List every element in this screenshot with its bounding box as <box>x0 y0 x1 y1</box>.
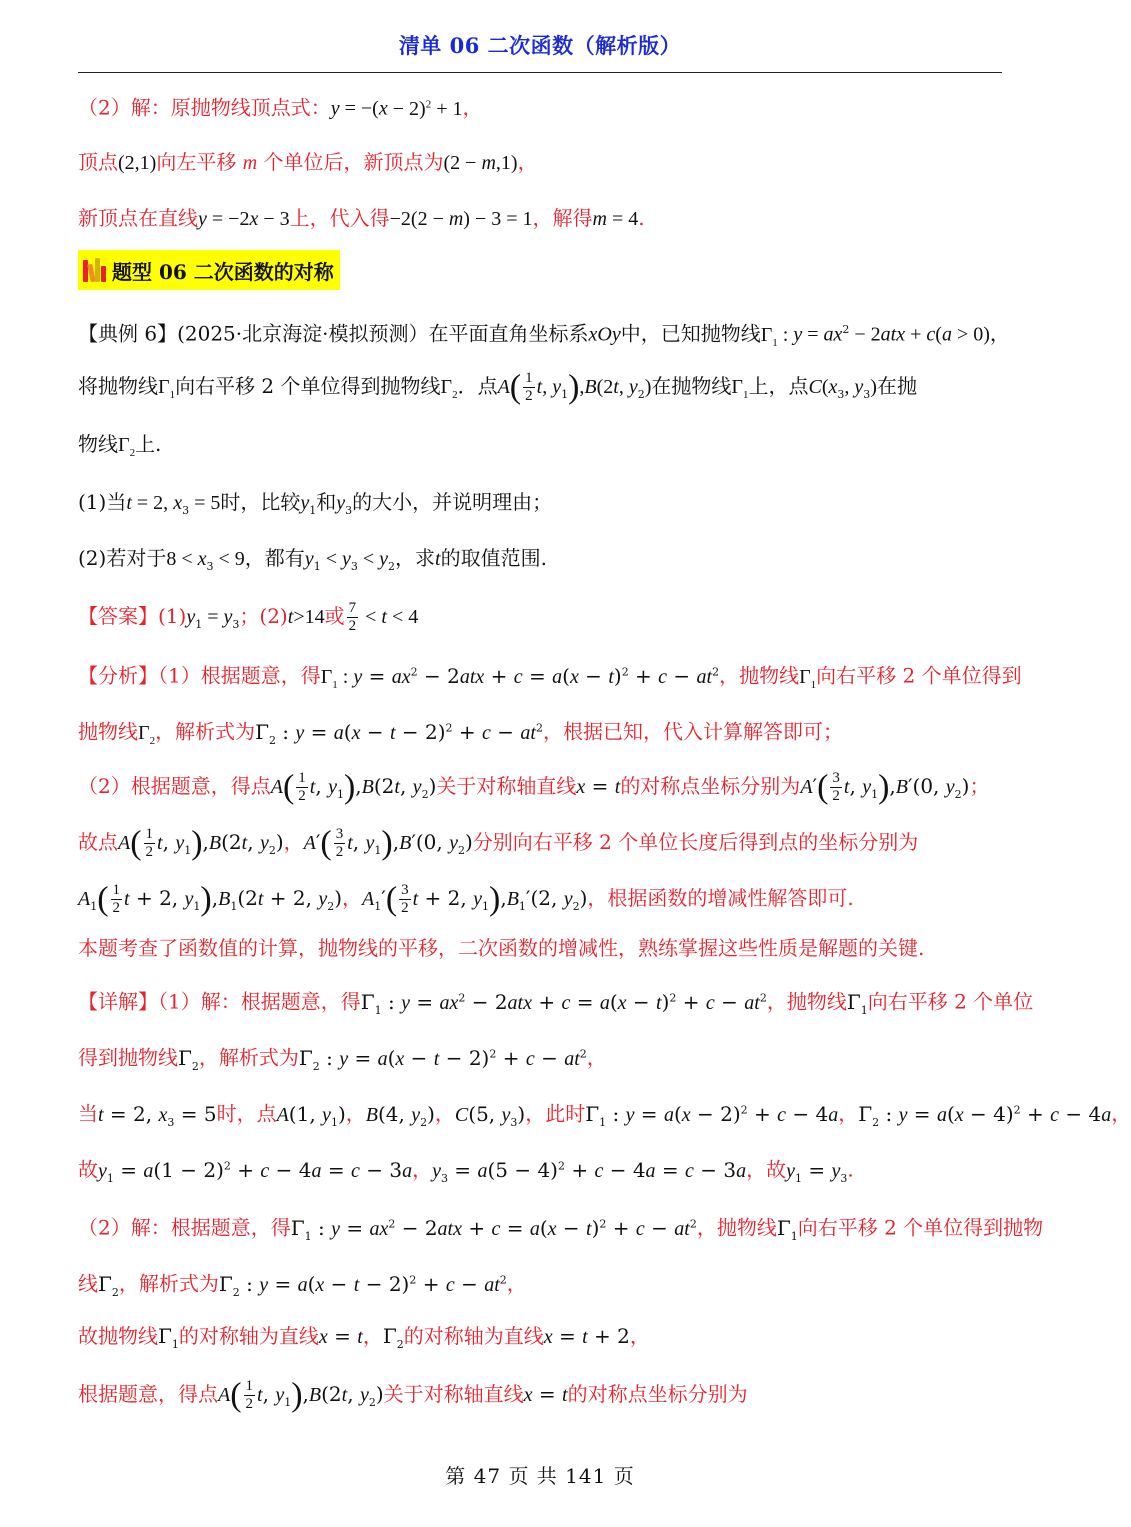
question-1: (1)当t = 2, $x_3 = 5$时，比较$y_1$和$y_3$的大小，并说明理由； <box>78 490 553 517</box>
text-span: 向右平移 2 个单位得到抛物线 <box>175 374 441 398</box>
text-span: 的取值范围. <box>440 546 547 570</box>
text-span: ，求 <box>395 546 436 570</box>
text-span: 向右平移 2 个单位得到 <box>816 663 1022 688</box>
text-span: 【典例 6】(2025·北京海淀·模拟预测）在平面直角坐标系 <box>78 321 589 346</box>
text-span: 在抛 <box>876 374 917 398</box>
analysis-line3: （2）根据题意，得点A( $\frac{1}{2}$ t, $y_1),B(2t$, $y_2$)关于对称轴直线x = t的对称点坐标分别为A′( $\frac{3}{2}$ t, $y_1),B'(0$, $y_2$)； <box>78 768 990 806</box>
text-span: 将抛物线 <box>78 374 158 398</box>
analysis-summary: 本题考查了函数值的计算，抛物线的平移，二次函数的增减性，熟练掌握这些性质是解题的关键. <box>78 936 925 960</box>
text-span: ，抛物线 <box>766 989 847 1014</box>
text-span: 时，比较 <box>220 490 301 514</box>
text-span: 和 <box>316 490 337 514</box>
text-span: 关于对称轴直线 <box>436 774 577 798</box>
text-span: ，都有 <box>244 546 305 570</box>
analysis-line2: 抛物线$\Gamma_2$，解析式为$\Gamma_2$ : $y = a(x - t - 2)^2 + c - at^2$，根据已知，代入计算解答即可； <box>78 719 843 747</box>
analysis-line1: 【分析】（1）根据题意，得$\Gamma_1$ : $y = ax^2 - 2atx + c = a(x - t)^2 + c - at^2$，抛物线$\Gamma_1$向右平移 2 个单位得到 <box>78 663 1022 691</box>
text-span: ，抛物线 <box>696 1215 777 1240</box>
text-span: 故点 <box>78 830 118 854</box>
text-span: ．点 <box>457 374 498 398</box>
text-span: 【答案】 <box>78 604 158 628</box>
text-span: 线 <box>78 1271 98 1296</box>
text-span: 时，点 <box>216 1101 277 1126</box>
text-span: 顶点 <box>78 150 118 174</box>
section-title-text: 题型 06 二次函数的对称 <box>112 259 334 284</box>
text-span: 向左平移 <box>156 150 237 174</box>
text-span: 物线 <box>78 432 118 456</box>
analysis-line5: $A_1$( $\frac{1}{2}$ t + 2, $y_1),B_1(2t + 2$, $y_2$)，$A_1'$( $\frac{3}{2}$ t + 2, $y_1),B_1'(2$, $y_2$)，根据函数的增减性解答即可. <box>78 880 854 918</box>
text-span: 在抛物线 <box>651 374 732 398</box>
text-span: （2）根据题意，得点 <box>78 774 271 798</box>
text-span: 关于对称轴直线 <box>383 1382 524 1406</box>
detail-line1: 【详解】（1）解：根据题意，得$\Gamma_1$ : $y = ax^2 - 2atx + c = a(x - t)^2 + c - at^2$，抛物线$\Gamma_1$向右平移 2 个单位 <box>78 989 1034 1017</box>
detail-line3: 当t = 2, $x_3 = 5$时，点A(1, $y_1$)，B(4, $y_2$)，C(5, $y_3$)，此时$\Gamma_1$ : $y = a(x - 2)^2 + c - 4a$，$\Gamma_2$ : $y = a(x - 4)^2 + c - 4a$， <box>78 1101 1131 1129</box>
books-icon <box>82 256 108 284</box>
text-span: 根据题意，得点 <box>78 1382 218 1406</box>
solution-part2-line2: 顶点(2,1)向左平移 m 个单位后，新顶点为(2 − m,1)， <box>78 150 538 174</box>
text-span: 上，代入得 <box>289 206 390 230</box>
page-header-title: 清单 06 二次函数（解析版） <box>398 33 682 58</box>
text-span: 个单位后，新顶点为 <box>263 150 444 174</box>
text-span: 故 <box>78 1157 98 1182</box>
text-span: ，根据已知，代入计算解答即可； <box>542 719 843 744</box>
example-line1: 【典例 6】(2025·北京海淀·模拟预测）在平面直角坐标系xOy中，已知抛物线$\Gamma_1$ : $y = ax^2 - 2atx + c(a > 0)$， <box>78 321 1010 349</box>
text-span: 的大小，并说明理由； <box>352 490 553 514</box>
example-line3: 物线$\Gamma_2$上. <box>78 432 162 459</box>
text-span: (1) <box>158 604 187 628</box>
text-span: 故抛物线 <box>78 1324 158 1348</box>
text-span: 当 <box>78 1101 98 1126</box>
text-span: 【分析】（1）根据题意，得 <box>78 663 321 688</box>
text-span: 中，已知抛物线 <box>620 321 761 346</box>
text-span: （2）解：原抛物线顶点式： <box>78 95 331 120</box>
text-span: (1)当 <box>78 490 127 514</box>
section-title-banner <box>78 250 340 290</box>
text-span: 的对称轴为直线 <box>403 1324 544 1348</box>
question-2: (2)若对于$8 < x_3 < 9$，都有$y_1 < y_3 < y_2$，求t的取值范围. <box>78 546 547 573</box>
text-span: ；(2) <box>239 604 288 628</box>
text-span: 抛物线 <box>78 719 138 744</box>
text-span: ，故 <box>746 1157 787 1182</box>
detail-line8: 根据题意，得点A( $\frac{1}{2}$ t, $y_1),B(2t$, $y_2$)关于对称轴直线x = t的对称点坐标分别为 <box>78 1376 748 1414</box>
text-span: 向右平移 2 个单位得到抛物 <box>797 1215 1044 1240</box>
text-span: 分别向右平移 2 个单位长度后得到点的坐标分别为 <box>472 830 919 854</box>
header-divider <box>78 72 1002 73</box>
detail-line2: 得到抛物线$\Gamma_2$，解析式为$\Gamma_2$ : $y = a(x - t - 2)^2 + c - at^2$， <box>78 1045 607 1073</box>
text-span: （2）解：根据题意，得 <box>78 1215 291 1240</box>
text-span: (2)若对于 <box>78 546 167 570</box>
text-span: ，解析式为 <box>155 719 256 744</box>
page-footer: 第 47 页 共 141 页 <box>445 1464 635 1488</box>
example-line2: 将抛物线$\Gamma_1$向右平移 2 个单位得到抛物线$\Gamma_2$．点A( $\frac{1}{2}$ t, $y_1),B(2t$, $y_2$)在抛物线$\Gamma_1$上，点$C(x_3$, $y_3$)在抛 <box>78 368 917 406</box>
text-span: ，此时 <box>525 1101 586 1126</box>
answer-line: 【答案】$(1)y_1 = y_3$；(2)t>14或 $\frac{7}{2}$ < t < 4 <box>78 600 419 634</box>
text-span: 或 <box>324 604 345 628</box>
text-span: 得到抛物线 <box>78 1045 178 1070</box>
text-span: ，解析式为 <box>118 1271 219 1296</box>
text-span: 向右平移 2 个单位 <box>867 989 1034 1014</box>
text-span: ，根据函数的增减性解答即可. <box>587 886 854 910</box>
detail-line6: 线$\Gamma_2$，解析式为$\Gamma_2$ : $y = a(x - t - 2)^2 + c - at^2$， <box>78 1271 527 1299</box>
text-span: 的对称轴为直线 <box>178 1324 319 1348</box>
detail-line5: （2）解：根据题意，得$\Gamma_1$ : $y = ax^2 - 2atx + c = a(x - t)^2 + c - at^2$，抛物线$\Gamma_1$向右平移 2 个单位得到抛物 <box>78 1215 1044 1243</box>
solution-part2-line1: （2）解：原抛物线顶点式：$y = -(x - 2)^2 + 1$， <box>78 95 483 120</box>
detail-line4: 故$y_1 = a(1 - 2)^2 + c - 4a = c - 3a$，$y_3 = a(5 - 4)^2 + c - 4a = c - 3a$，故$y_1 = y_3$. <box>78 1157 854 1185</box>
text-span: 上，点 <box>748 374 809 398</box>
text-span: ，解析式为 <box>198 1045 299 1070</box>
text-span: 的对称点坐标分别为 <box>567 1382 748 1406</box>
text-span: 【详解】（1）解：根据题意，得 <box>78 989 361 1014</box>
text-span: 新顶点在直线 <box>78 206 198 230</box>
solution-part2-line3: 新顶点在直线y = −2x − 3上，代入得−2(2 − m) − 3 = 1，解得m = 4. <box>78 206 645 230</box>
text-span: 的对称点坐标分别为 <box>620 774 801 798</box>
text-span: ，解得 <box>532 206 593 230</box>
text-span: ，抛物线 <box>719 663 800 688</box>
text-span: 上. <box>135 432 162 456</box>
detail-line7: 故抛物线$\Gamma_1$的对称轴为直线x = t，$\Gamma_2$的对称轴为直线x = t + 2， <box>78 1324 650 1351</box>
analysis-line4: 故点A( $\frac{1}{2}$ t, $y_1),B(2t$, $y_2$)，A′( $\frac{3}{2}$ t, $y_1),B'(0$, $y_2$)分别向右平移 2 个单位长度后得到点的坐标分别为 <box>78 824 919 862</box>
